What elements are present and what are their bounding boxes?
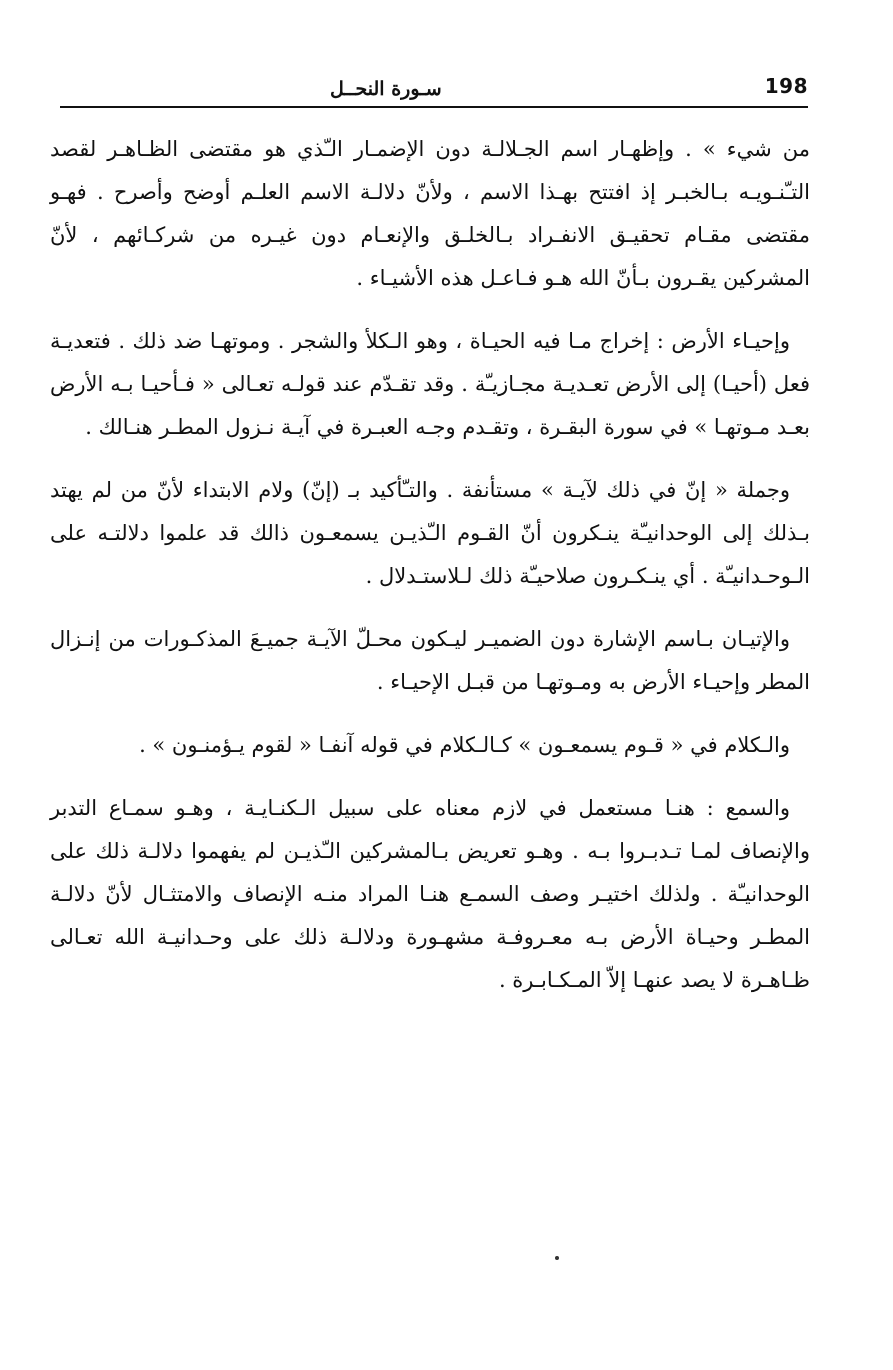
page-number: 198 [764,74,808,98]
page-body [50,128,810,1022]
paragraph-2: وإحيـاء الأرض : إخراج مـا فيه الحيـاة ، وهو الـكلأ والشجر . وموتهـا ضد ذلك . فتعديـة فعل (أحيـا) إلى الأرض تعـديـة مجـازيـّة . وقد تقـدّم عند قولـه تعـالى « فـأحيـا بـه الأرض بعـد مـوتهـا » في سورة البقـرة ، وتقـدم وجـه العبـرة في آيـة نـزول المطـر هنـالك . [50,329,810,439]
paragraph-6: والسمع : هنـا مستعمل في لازم معناه على سبيل الـكنـايـة ، وهـو سمـاع التدبر والإنصاف لمـا تـدبـروا بـه . وهـو تعريض بـالمشركين الـّذيـن لم يفهموا دلالـة ذلك على الوحدانيـّة . ولذلك اختيـر وصف السمـع هنـا المراد منـه الإنصاف والامتثـال لأنّ دلالـة المطـر وحيـاة الأرض بـه معـروفـة مشهـورة ودلالـة ذلك على وحـدانيـة الله تعـالى ظـاهـرة لا يصد عنهـا إلاّ المـكـابـرة . [50,796,810,992]
header-rule [60,106,808,108]
paragraph-4: والإتيـان بـاسم الإشارة دون الضميـر ليـكون محـلّ الآيـة جميـعَ المذكـورات من إنـزال المطر وإحيـاء الأرض به ومـوتهـا من قبـل الإحيـاء . [50,627,810,694]
paragraph-1: من شيء » . وإظهـار اسم الجـلالـة دون الإضمـار الـّذي هو مقتضى الظـاهـر لقصد التـّنـويـه بـالخبـر إذ افتتح بهـذا الاسم ، ولأنّ دلالـة الاسم العلـم أوضح وأصرح . فهـو مقتضى مقـام تحقيـق الانفـراد بـالخلـق والإنعـام دون غيـره من شركـائهم ، لأنّ المشركين يقـرون بـأنّ الله هـو فـاعـل هذه الأشيـاء . [50,137,810,290]
surah-title: سـورة النحــل [330,78,442,100]
paragraph-3: وجملة « إنّ في ذلك لآيـة » مستأنفة . والتـّأكيد بـ (إنّ) ولام الابتداء لأنّ من لم يهتد بـذلك إلى الوحدانيـّة ينـكرون أنّ القـوم الـّذيـن يسمعـون ذالك قد علموا دلالتـه على الـوحـدانيـّة . أي ينـكـرون صلاحيـّة ذلك لـلاستـدلال . [50,478,810,588]
page-header [60,70,808,110]
ink-dot [555,1256,559,1260]
paragraph-5: والـكلام في « قـوم يسمعـون » كـالـكلام في قوله آنفـا « لقوم يـؤمنـون » . [139,733,790,757]
